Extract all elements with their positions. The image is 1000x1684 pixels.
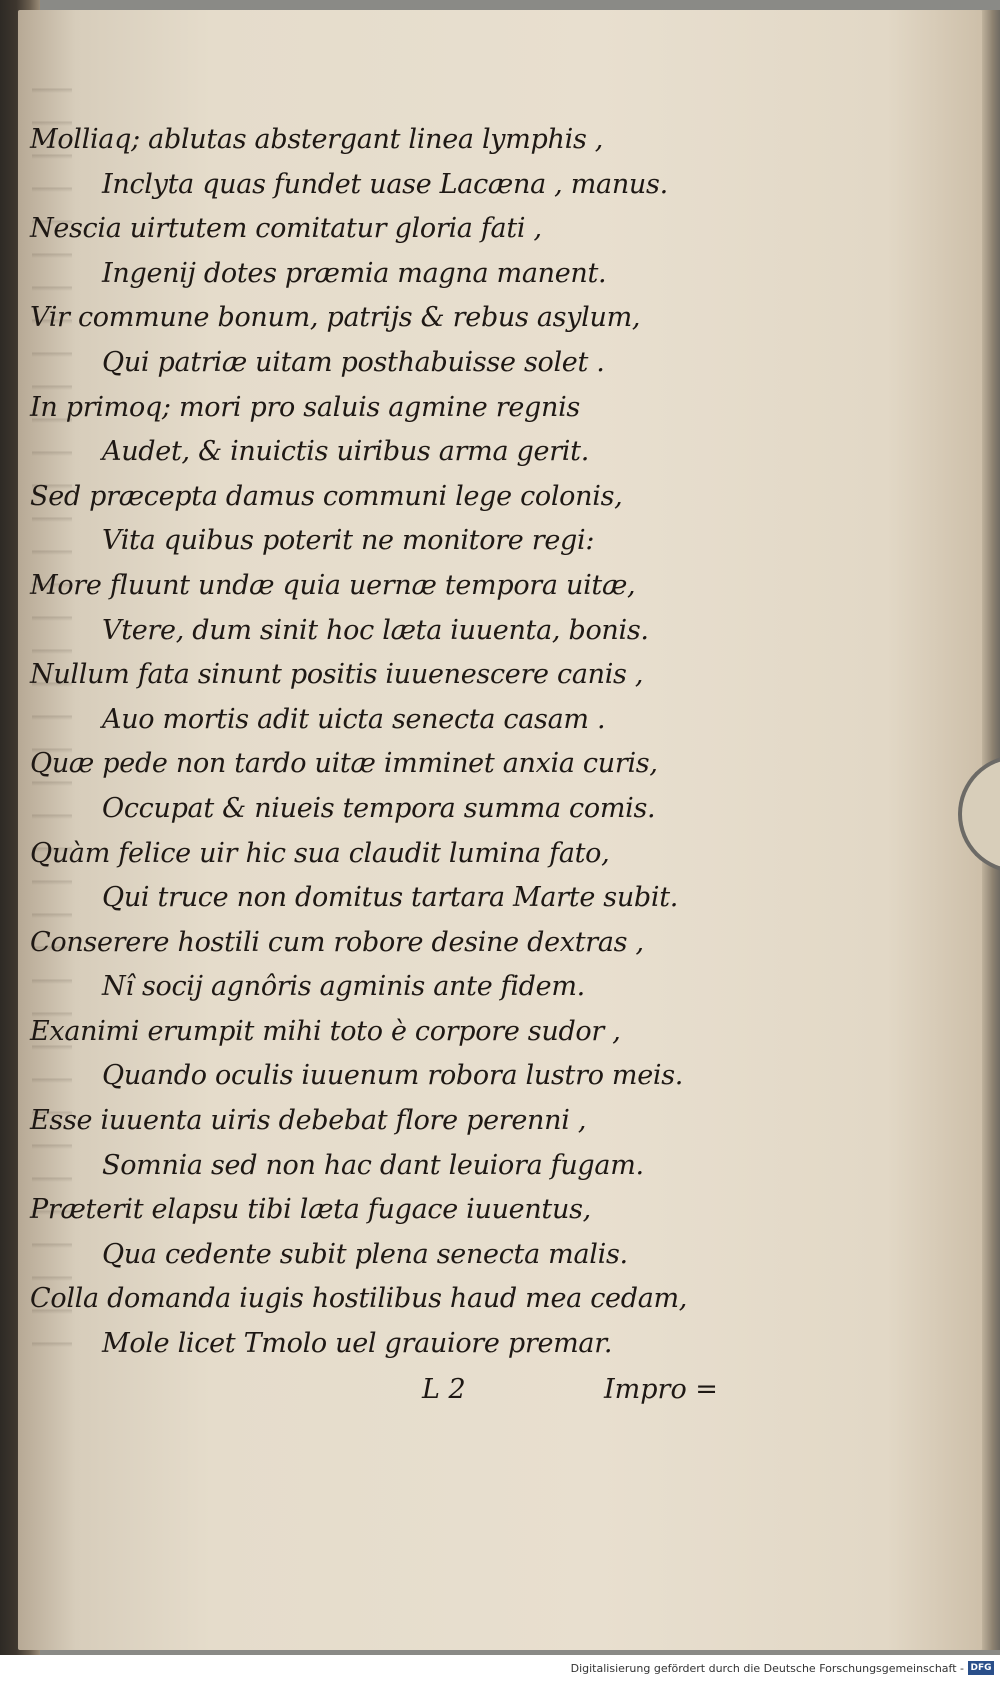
verse-line: Vita quibus poterit ne monitore regi:	[102, 525, 595, 557]
verse-line: Esse iuuenta uiris debebat flore perenni ,	[30, 1105, 587, 1137]
poem-text	[30, 118, 750, 1367]
verse-line: In primoq; mori pro saluis agmine regnis	[30, 391, 580, 423]
verse-line: Sed præcepta damus communi lege colonis,	[30, 480, 623, 512]
catchword: Impro =	[604, 1374, 718, 1405]
credit-bar	[0, 1655, 1000, 1684]
verse-line: Nî socij agnôris agminis ante fidem.	[102, 971, 585, 1003]
verse-line: Nescia uirtutem comitatur gloria fati ,	[30, 213, 542, 245]
verse-line: Qua cedente subit plena senecta malis.	[102, 1238, 628, 1270]
verse-line: Quæ pede non tardo uitæ imminet anxia curis,	[30, 748, 658, 780]
verse-line: Vtere, dum sinit hoc læta iuuenta, bonis.	[102, 614, 649, 646]
verse-line: Ingenij dotes præmia magna manent.	[102, 257, 607, 289]
verse-line: Præterit elapsu tibi læta fugace iuuentus,	[30, 1194, 591, 1226]
digitization-credit: Digitalisierung gefördert durch die Deutsche Forschungsgemeinschaft -	[570, 1662, 964, 1675]
verse-line: Conserere hostili cum robore desine dextras ,	[30, 926, 644, 958]
verse-line: Molliaq; ablutas abstergant linea lymphis ,	[30, 124, 604, 155]
page-footer	[0, 1374, 1000, 1414]
verse-line: Mole licet Tmolo uel grauiore premar.	[102, 1328, 613, 1360]
verse-line: Exanimi erumpit mihi toto è corpore sudor ,	[30, 1015, 621, 1047]
verse-line: Occupat & niueis tempora summa comis.	[102, 792, 656, 824]
verse-line: Quàm felice uir hic sua claudit lumina fato,	[30, 837, 610, 869]
verse-line: Auo mortis adit uicta senecta casam .	[102, 703, 606, 735]
dfg-logo-icon: DFG	[968, 1661, 994, 1675]
verse-line: Qui patriæ uitam posthabuisse solet .	[102, 346, 605, 378]
verse-line: Qui truce non domitus tartara Marte subit.	[102, 882, 679, 914]
verse-line: Audet, & inuictis uiribus arma gerit.	[102, 436, 589, 468]
verse-line: Somnia sed non hac dant leuiora fugam.	[102, 1149, 644, 1181]
verse-line: Quando oculis iuuenum robora lustro meis.	[102, 1060, 684, 1092]
verse-line: Nullum fata sinunt positis iuuenescere canis ,	[30, 659, 644, 691]
verse-line: Colla domanda iugis hostilibus haud mea cedam,	[30, 1283, 688, 1315]
verse-line: More fluunt undæ quia uernæ tempora uitæ,	[30, 569, 636, 601]
verse-line: Vir commune bonum, patrijs & rebus asylum,	[30, 302, 641, 334]
verse-line: Inclyta quas fundet uase Lacæna , manus.	[102, 168, 668, 200]
signature-mark: L 2	[422, 1374, 466, 1405]
